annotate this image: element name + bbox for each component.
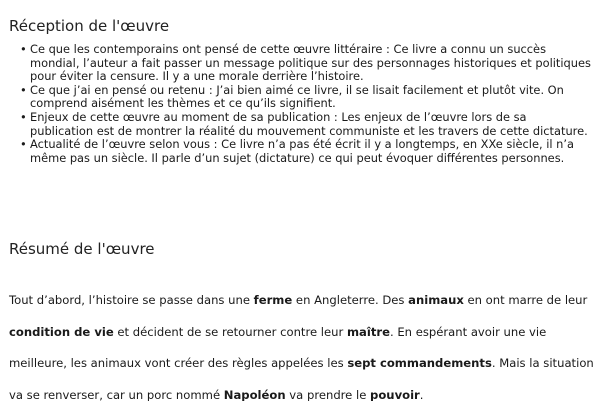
item-text: Ce livre n’a pas été écrit il y a longtemps, en XXe siècle, il n’a même pas un siècle. Il parle d’un sujet (dictature) ce qui peut évoquer différentes personnes.	[30, 137, 574, 165]
keyword-maitre: maître	[346, 324, 390, 339]
bullet-icon: •	[20, 42, 27, 56]
bullet-icon: •	[20, 82, 27, 97]
resume-text: .	[419, 387, 424, 401]
resume-text: va prendre le	[285, 387, 371, 401]
item-text: Ce livre a connu un succès mondial, l’auteur a fait passer un message politique sur des personnages historiques et politiques pour éviter la censure. Il y a une morale derrière l’histoire.	[30, 42, 591, 84]
bullet-icon: •	[20, 137, 27, 152]
list-item	[20, 84, 592, 111]
bullet-icon: •	[20, 109, 27, 124]
list-item	[20, 43, 592, 84]
resume-text: Tout d’abord, l’histoire se passe dans une	[9, 293, 254, 307]
keyword-napoleon: Napoléon	[223, 387, 286, 401]
list-item	[20, 138, 592, 165]
resume-text: . En espérant avoir une vie meilleure, les animaux vont créer des règles appelées les	[9, 324, 547, 370]
resume-text: et décident de se retourner contre leur	[113, 324, 347, 339]
item-label: Ce que les contemporains ont pensé de cette œuvre littéraire :	[30, 42, 390, 56]
keyword-ferme: ferme	[253, 293, 293, 307]
reception-list	[20, 43, 592, 165]
resume-text: en Angleterre. Des	[292, 293, 409, 307]
list-item	[20, 111, 592, 138]
section-heading-reception: Réception de l'œuvre	[9, 17, 170, 35]
item-label: Ce que j’ai en pensé ou retenu :	[30, 82, 213, 97]
item-label: Actualité de l’œuvre selon vous :	[30, 137, 218, 152]
item-label: Enjeux de cette œuvre au moment de sa publication :	[30, 109, 338, 124]
keyword-sept-commandements: sept commandements	[347, 356, 492, 370]
resume-paragraph	[9, 285, 594, 401]
item-text: Les enjeux de l’œuvre lors de sa publication est de montrer la réalité du mouvement communiste et les travers de cette dictature.	[30, 109, 588, 138]
item-text: J’ai bien aimé ce livre, il se lisait facilement et plutôt vite. On comprend aisément les thèmes et ce qu’ils signifient.	[30, 82, 564, 111]
resume-text: en ont marre de leur	[463, 293, 588, 307]
section-heading-resume: Résumé de l'œuvre	[9, 240, 155, 258]
resume-text: . Mais la situation va se renverser, car un porc nommé	[9, 356, 594, 401]
keyword-pouvoir: pouvoir	[370, 387, 420, 401]
keyword-animaux: animaux	[408, 293, 464, 307]
keyword-condition-de-vie: condition de vie	[9, 324, 114, 339]
